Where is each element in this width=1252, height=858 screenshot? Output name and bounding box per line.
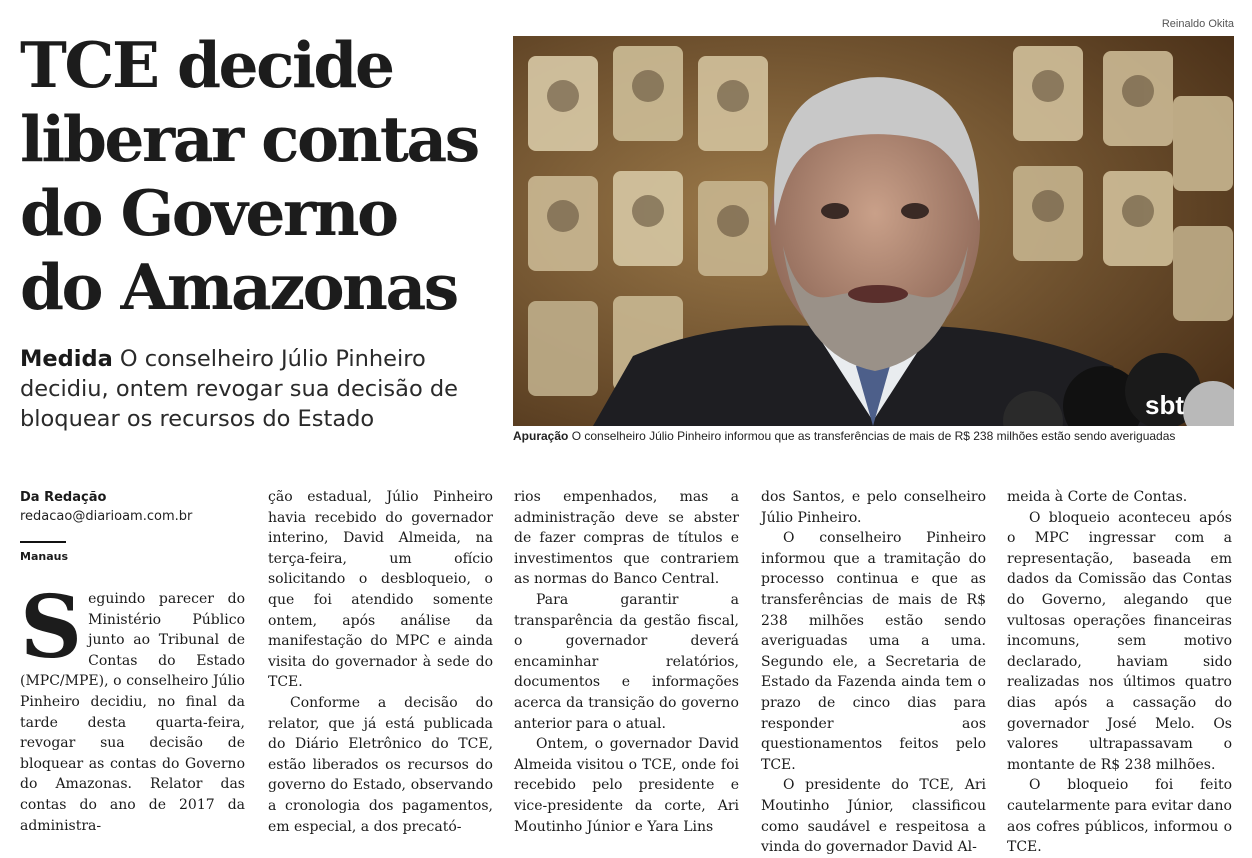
paragraph: Para garantir a transparência da gestão fiscal, o governador deverá encaminhar relatórios, documentos e informações acerca da transição do governo anterior para o atual. <box>514 591 739 732</box>
paragraph: O bloqueio foi feito cautelarmente para evitar dano aos cofres públicos, informou o TCE. <box>1007 777 1232 856</box>
photo-illustration <box>513 36 1234 426</box>
byline <box>20 489 250 565</box>
headline: TCE decide liberar contas do Governo do Amazonas <box>20 28 478 324</box>
paragraph: O presidente do TCE, Ari Moutinho Júnior, classificou como saudável e respeitosa a vinda do governador David Al- <box>761 777 986 856</box>
dropcap: S <box>20 577 83 678</box>
photo-caption <box>513 429 1243 444</box>
author: Da Redação <box>20 490 107 505</box>
body-column-5 <box>1007 487 1232 858</box>
paragraph: Ontem, o governador David Almeida visitou o TCE, onde foi recebido pelo presidente e vice-presidente da corte, Ari Moutinho Júnior e Yara Lins <box>514 736 739 835</box>
paragraph: eguindo parecer do Ministério Público junto ao Tribunal de Contas do Estado (MPC/MPE), o conselheiro Júlio Pinheiro decidiu, no final da tarde desta quarta-feira, revogar sua decisão de bloquear as contas do Governo do Amazonas. Relator das contas do ano de 2017 da administra- <box>20 591 245 834</box>
paragraph: dos Santos, e pelo conselheiro Júlio Pinheiro. <box>761 489 986 526</box>
sbt-logo: sbt <box>1145 390 1184 420</box>
body-column-2 <box>268 487 493 837</box>
deck-label: Medida <box>20 346 113 372</box>
author-email[interactable]: redacao@diarioam.com.br <box>20 509 193 524</box>
body-column-1 <box>20 577 245 836</box>
paragraph: ção estadual, Júlio Pinheiro havia recebido do governador interino, David Almeida, na terça-feira, um ofício solicitando o desbloqueio, o que foi atendido somente ontem, após análise da manifestação do MPC e ainda visita do governador à sede do TCE. <box>268 489 493 691</box>
paragraph: rios empenhados, mas a administração deve se abster de fazer compras de títulos e investimentos que contrariem as normas do Banco Central. <box>514 489 739 588</box>
paragraph: O conselheiro Pinheiro informou que a tramitação do processo continua e que as transferências de mais de R$ 238 milhões estão sendo averiguadas uma a uma. Segundo ele, a Secretaria de Estado da Fazenda ainda tem o prazo de cinco dias para responder aos questionamentos feitos pelo TCE. <box>761 530 986 773</box>
deck <box>20 344 490 434</box>
body-column-3 <box>514 487 739 837</box>
byline-rule <box>20 541 66 543</box>
caption-label: Apuração <box>513 429 569 443</box>
photo-credit: Reinaldo Okita <box>1161 18 1234 30</box>
caption-text: O conselheiro Júlio Pinheiro informou que as transferências de mais de R$ 238 milhões estão sendo averiguadas <box>571 429 1176 443</box>
news-photo <box>513 36 1234 426</box>
paragraph: O bloqueio aconteceu após o MPC ingressar com a representação, baseada em dados da Comissão das Contas do Governo, alegando que vultosas operações financeiras incomuns, sem motivo declarado, haviam sido realizadas nos últimos quatro dias após a cassação do governador José Melo. Os valores ultrapassavam o montante de R$ 238 milhões. <box>1007 509 1232 773</box>
paragraph: Conforme a decisão do relator, que já está publicada do Diário Eletrônico do TCE, estão liberados os recursos do governo do Estado, observando a cronologia dos pagamentos, em especial, a dos precató- <box>268 694 493 835</box>
dateline: Manaus <box>20 550 69 563</box>
deck-text: O conselheiro Júlio Pinheiro decidiu, ontem revogar sua decisão de bloquear os recursos do Estado <box>20 346 458 432</box>
body-column-4 <box>761 487 986 858</box>
paragraph: meida à Corte de Contas. <box>1007 489 1188 505</box>
